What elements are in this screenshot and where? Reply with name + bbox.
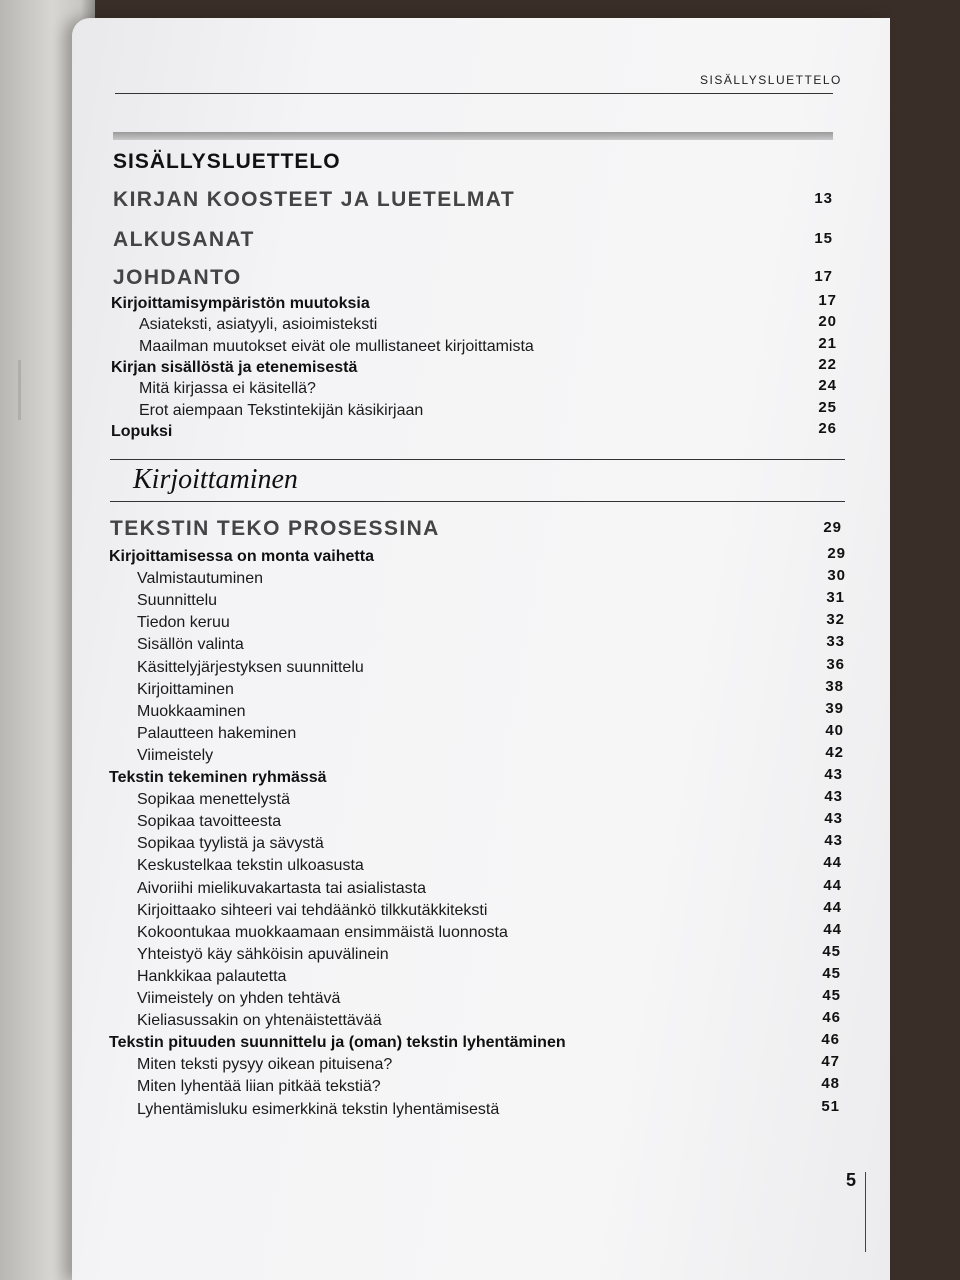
entry-page: 17 [818,292,837,309]
subsection-title: Tiedon keruu [137,614,230,632]
entry-page: 43 [824,788,843,806]
subsection-title: Kirjoittaminen [137,680,234,698]
subsection-title: Yhteistyö käy sähköisin apuvälinein [137,945,389,963]
section-title: Kirjoittamisessa on monta vaihetta [109,548,374,565]
header-rule [115,93,833,94]
entry-page: 30 [827,567,846,585]
entry-page: 21 [818,334,837,352]
chapter-page: 13 [814,190,833,207]
subsection-title: Sopikaa menettelystä [137,791,290,809]
facing-page-mark [18,360,33,420]
subsection-title: Kirjoittaako sihteeri vai tehdäänkö tilkkutäkkiteksti [137,901,488,919]
entry-page: 44 [823,876,842,894]
chapter-page: 15 [814,230,833,247]
subsection-title: Sisällön valinta [137,636,244,654]
part-title: Kirjoittaminen [133,464,298,495]
subsection-title: Lyhentämisluku esimerkkinä tekstin lyhentämisestä [137,1100,500,1118]
section-title: Kirjan sisällöstä ja etenemisestä [111,358,358,376]
subsection-title: Palautteen hakeminen [137,724,297,742]
chapter-page: 29 [823,519,842,536]
subsection-title: Sopikaa tyylistä ja sävystä [137,835,324,853]
entry-page: 31 [826,589,845,607]
chapter-title: JOHDANTO [113,266,242,289]
section-title: Tekstin pituuden suunnittelu ja (oman) tekstin lyhentäminen [109,1034,566,1052]
chapter-page: 17 [814,268,833,285]
entry-page: 44 [823,854,842,872]
entry-page: 45 [822,964,841,982]
part-rule-bottom [110,501,845,502]
entry-page: 46 [821,1031,840,1049]
subsection-title: Asiateksti, asiatyyli, asioimisteksti [139,316,378,334]
chapter-title: ALKUSANAT [113,228,255,251]
entry-page: 45 [822,987,841,1004]
subsection-title: Miten lyhentää liian pitkää tekstiä? [137,1078,381,1096]
entry-page: 44 [823,898,842,916]
section-title: Tekstin tekeminen ryhmässä [109,769,327,786]
chapter-title: KIRJAN KOOSTEET JA LUETELMAT [113,188,516,211]
section-title: Lopuksi [111,422,173,440]
page-number: 5 [846,1170,857,1190]
subsection-title: Suunnittelu [137,592,218,610]
entry-page: 42 [825,743,844,761]
subsection-title: Viimeistely [137,746,214,764]
subsection-title: Miten teksti pysyy oikean pituisena? [137,1056,393,1074]
subsection-title: Valmistautuminen [137,570,263,588]
entry-page: 47 [821,1053,840,1071]
section-title: Kirjoittamisympäristön muutoksia [111,295,370,312]
entry-page: 22 [818,355,837,373]
entry-page: 20 [818,313,837,331]
entry-page: 43 [824,832,843,850]
subsection-title: Viimeistely on yhden tehtävä [137,990,341,1007]
subsection-title: Maailman muutokset eivät ole mullistaneet kirjoittamista [139,337,534,355]
chapter-title: TEKSTIN TEKO PROSESSINA [110,517,440,540]
entry-page: 33 [826,633,845,651]
entry-page: 43 [824,766,843,783]
entry-page: 40 [825,721,844,739]
entry-page: 51 [821,1097,840,1115]
subsection-title: Kieliasussakin on yhtenäistettävää [137,1012,382,1030]
entry-page: 36 [826,655,845,673]
entry-page: 32 [826,611,845,629]
entry-page: 48 [821,1075,840,1093]
page-number-rule [865,1172,866,1252]
entry-page: 43 [824,810,843,828]
part-rule-top [110,459,845,460]
subsection-title: Mitä kirjassa ei käsitellä? [139,380,316,398]
entry-page: 25 [818,398,837,416]
subsection-title: Hankkikaa palautetta [137,967,287,985]
entry-page: 45 [822,942,841,960]
toc-title: SISÄLLYSLUETTELO [113,150,341,173]
entry-page: 29 [827,545,846,562]
subsection-title: Erot aiempaan Tekstintekijän käsikirjaan [139,401,424,419]
subsection-title: Kokoontukaa muokkaamaan ensimmäistä luonnosta [137,923,508,941]
subsection-title: Keskustelkaa tekstin ulkoasusta [137,857,364,875]
entry-page: 44 [823,920,842,938]
subsection-title: Käsittelyjärjestyksen suunnittelu [137,658,364,676]
title-band [113,132,833,140]
entry-page: 26 [818,419,837,437]
subsection-title: Aivoriihi mielikuvakartasta tai asialistasta [137,879,426,897]
entry-page: 38 [825,677,844,695]
entry-page: 39 [825,699,844,717]
subsection-title: Muokkaaminen [137,702,246,720]
running-head: SISÄLLYSLUETTELO [700,73,842,87]
entry-page: 24 [818,377,837,395]
subsection-title: Sopikaa tavoitteesta [137,813,282,831]
entry-page: 46 [822,1009,841,1027]
